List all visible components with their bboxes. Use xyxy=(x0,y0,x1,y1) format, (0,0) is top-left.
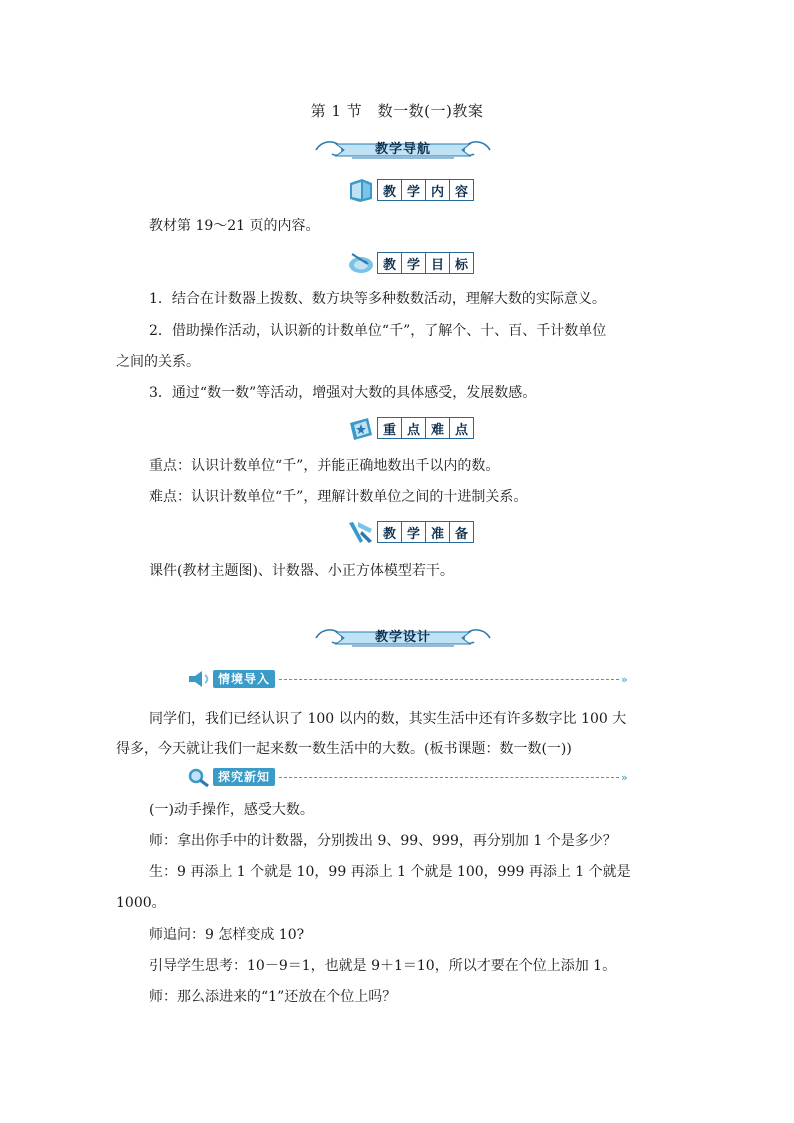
banner-label: 教学设计 xyxy=(374,630,431,645)
explore-line: 生：9 再添上 1 个就是 10，99 再添上 1 个就是 100，999 再添上 1 个就是 xyxy=(149,864,631,880)
section-header-content xyxy=(346,177,474,203)
key-point-line: 重点：认识计数单位“千”，并能正确地数出千以内的数。 xyxy=(149,458,500,474)
section-char: 重 xyxy=(377,417,402,439)
section-char: 学 xyxy=(401,521,426,543)
explore-line: 师追问：9 怎样变成 10? xyxy=(149,927,305,943)
key-point-line: 难点：认识计数单位“千”，理解计数单位之间的十进制关系。 xyxy=(149,489,528,505)
intro-line: 得多，今天就让我们一起来数一数生活中的大数。(板书课题：数一数(一)) xyxy=(116,741,572,757)
section-char: 目 xyxy=(425,252,450,274)
star-book-icon xyxy=(346,415,376,441)
section-char: 学 xyxy=(401,252,426,274)
section-char: 点 xyxy=(449,417,474,439)
tools-icon xyxy=(346,519,376,545)
explore-line: 引导学生思考：10－9＝1，也就是 9＋1＝10，所以才要在个位上添加 1。 xyxy=(149,958,617,974)
section-char: 准 xyxy=(425,521,450,543)
prep-text: 课件(教材主题图)、计数器、小正方体模型若干。 xyxy=(149,563,454,579)
section-char: 容 xyxy=(449,179,474,201)
book-icon xyxy=(346,177,376,203)
dashed-divider xyxy=(279,679,619,680)
section-header-goals xyxy=(346,250,474,276)
section-header-prep xyxy=(346,519,474,545)
goal-line: 1．结合在计数器上拨数、数方块等多种数数活动，理解大数的实际意义。 xyxy=(149,291,606,307)
explore-line: 师：拿出你手中的计数器，分别拨出 9、99、999，再分别加 1 个是多少？ xyxy=(149,833,617,849)
banner-teaching-design xyxy=(312,624,494,652)
section-char: 备 xyxy=(449,521,474,543)
banner-label: 教学导航 xyxy=(374,142,431,157)
explore-line: 师：那么添进来的“1”还放在个位上吗？ xyxy=(149,989,397,1005)
explore-line: 1000。 xyxy=(116,895,166,911)
dashed-divider xyxy=(279,777,619,778)
section-char: 教 xyxy=(377,521,402,543)
tag-label: 探究新知 xyxy=(213,768,275,786)
double-arrow-icon: » xyxy=(621,672,628,686)
section-char: 教 xyxy=(377,179,402,201)
page-title: 第 1 节 数一数(一)教案 xyxy=(310,102,484,120)
explore-line: (一)动手操作，感受大数。 xyxy=(149,802,314,818)
magnifier-icon xyxy=(186,766,212,788)
goal-line: 3．通过“数一数”等活动，增强对大数的具体感受，发展数感。 xyxy=(149,385,537,401)
section-char: 内 xyxy=(425,179,450,201)
section-char: 难 xyxy=(425,417,450,439)
section-char: 学 xyxy=(401,179,426,201)
speaker-icon xyxy=(186,668,212,690)
section-char: 教 xyxy=(377,252,402,274)
tag-header-explore xyxy=(186,766,628,788)
target-icon xyxy=(346,250,376,276)
banner-teaching-nav xyxy=(312,136,494,164)
double-arrow-icon: » xyxy=(621,770,628,784)
goal-line: 2．借助操作活动，认识新的计数单位“千”，了解个、十、百、千计数单位 xyxy=(149,323,607,339)
tag-header-intro xyxy=(186,668,628,690)
section-char: 标 xyxy=(449,252,474,274)
section-char: 点 xyxy=(401,417,426,439)
tag-label: 情境导入 xyxy=(213,670,275,688)
section-header-key-points xyxy=(346,415,474,441)
intro-line: 同学们，我们已经认识了 100 以内的数，其实生活中还有许多数字比 100 大 xyxy=(149,711,627,727)
goal-line: 之间的关系。 xyxy=(116,354,200,370)
content-text: 教材第 19～21 页的内容。 xyxy=(149,218,320,234)
